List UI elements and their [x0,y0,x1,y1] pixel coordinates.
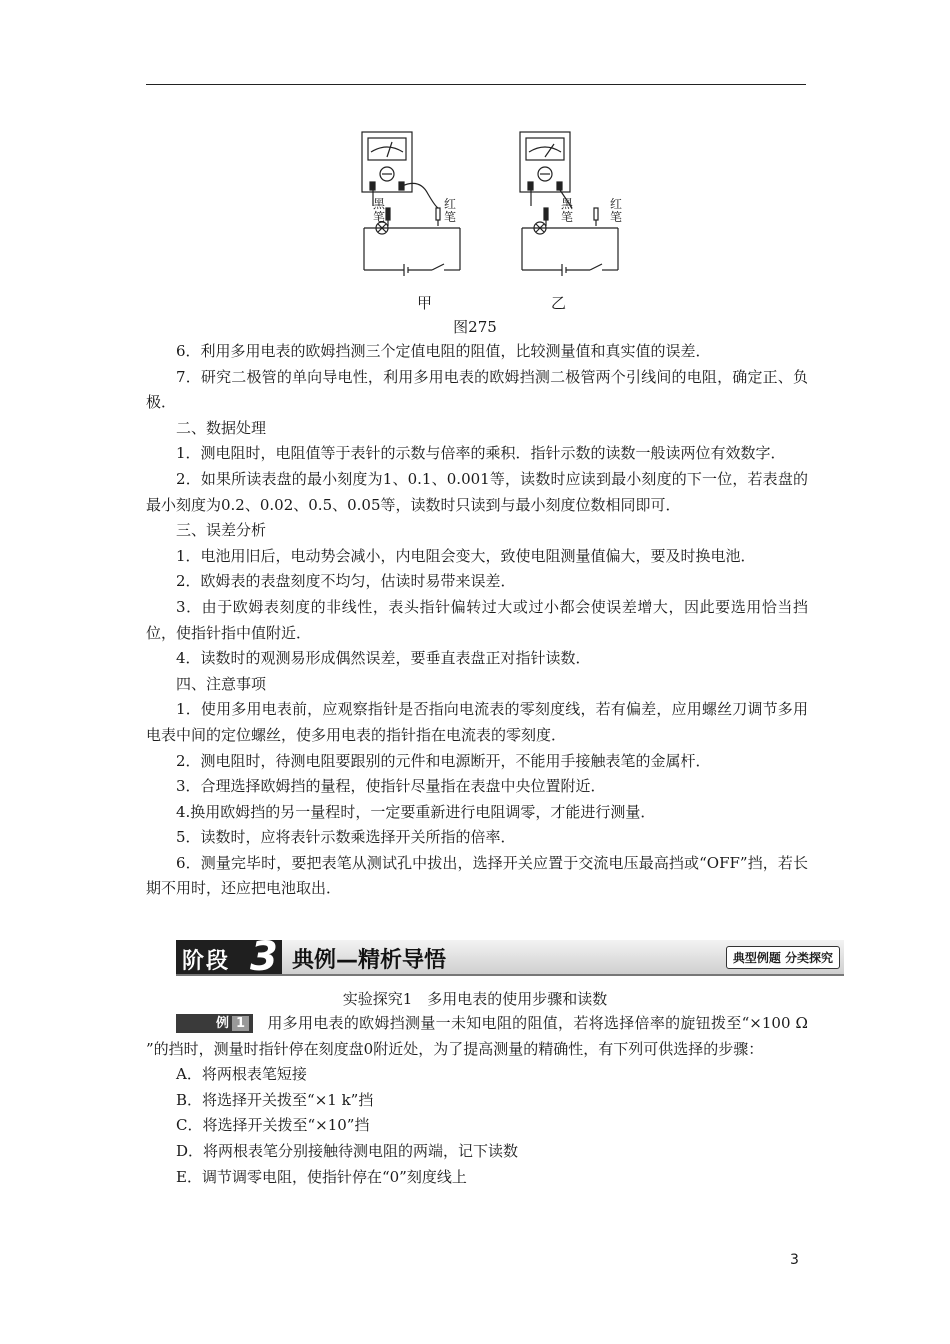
example-badge-label: 例 [216,1016,230,1031]
red-probe [594,208,598,220]
section-heading: 三、误差分析 [176,521,267,540]
option-item: C．将选择开关拨至“×10”挡 [176,1116,370,1135]
black-probe-label-right: 黑笔 [561,197,574,224]
option-item: A．将两根表笔短接 [176,1065,307,1084]
paragraph: 5．读数时，应将表针示数乘选择开关所指的倍率． [176,828,516,847]
black-probe [544,208,548,220]
example-text: 用多用电表的欧姆挡测量一未知电阻的阻值，若将选择倍率的旋钮拨至“×100 Ω ”的挡时，测量时指针停在刻度盘0附近处，为了提高测量的精确性，有下列可供选择的步骤： [146,1014,808,1058]
paragraph: 4.换用欧姆挡的另一量程时，一定要重新进行电阻调零，才能进行测量． [176,802,656,821]
banner-title: 典例—精析导悟 [292,948,447,973]
paragraph: 3．合理选择欧姆挡的量程，使指针尽量指在表盘中央位置附近． [176,777,606,796]
paragraph: 1．测电阻时，电阻值等于表针的示数与倍率的乘积．指针示数的读数一般读两位有效数字． [176,444,786,463]
dial-arc [529,147,561,152]
banner-tag: 典型例题 分类探究 [726,946,840,969]
inquiry-title: 实验探究1 多用电表的使用步骤和读数 [342,990,608,1008]
example-block [146,1011,808,1190]
stage-label: 阶段 [182,949,231,974]
body-text [146,339,808,902]
figure-label: 图275 [453,318,497,336]
paragraph: 2．欧姆表的表盘刻度不均匀，估读时易带来误差． [176,572,516,591]
paragraph: 6．利用多用电表的欧姆挡测三个定值电阻的阻值，比较测量值和真实值的误差． [176,342,711,360]
page-number: 3 [790,1252,799,1268]
paragraph: 4．读数时的观测易形成偶然误差，要垂直表盘正对指针读数． [176,649,591,668]
paragraph: 7．研究二极管的单向导电性，利用多用电表的欧姆挡测二极管两个引线间的电阻，确定正、负极． [146,367,808,412]
example-paragraph [146,1011,808,1062]
paragraph: 2．如果所读表盘的最小刻度为1、0.1、0.001等，读数时应读到最小刻度的下一位，若表盘的最小刻度为0.2、0.02、0.5、0.05等，读数时只读到与最小刻度位数相同即可． [146,469,808,514]
paragraph: 3．由于欧姆表刻度的非线性，表头指针偏转过大或过小都会使误差增大，因此要选用恰当挡位，使指针指中值附近． [146,597,808,642]
header-rule [146,84,806,85]
paragraph: 1．使用多用电表前，应观察指针是否指向电流表的零刻度线，若有偏差，应用螺丝刀调节多用电表中间的定位螺丝，使多用电表的指针指在电流表的零刻度． [146,700,808,744]
option-item: B．将选择开关拨至“×1 k”挡 [176,1090,374,1109]
option-item: E．调节调零电阻，使指针停在“0”刻度线上 [176,1167,467,1186]
stage-banner [176,934,844,980]
red-probe [436,208,440,220]
red-probe-label-left: 红笔 [444,197,457,224]
section-heading: 二、数据处理 [176,418,267,437]
black-probe-label-left: 黑笔 [373,197,386,224]
paragraph: 1．电池用旧后，电动势会减小，内电阻会变大，致使电阻测量值偏大，要及时换电池． [176,546,756,565]
example-badge-number: 1 [232,1016,249,1031]
dial-arc [371,147,403,152]
paragraph: 2．测电阻时，待测电阻要跟别的元件和电源断开，不能用手接触表笔的金属杆． [176,751,711,770]
needle [545,144,554,157]
needle [387,142,392,157]
figure-caption-left: 甲 [417,294,433,312]
paragraph: 6．测量完毕时，要把表笔从测试孔中拔出，选择开关应置于交流电压最高挡或“OFF”挡，若长期不用时，还应把电池取出． [146,853,808,898]
black-probe [386,208,390,220]
figure-caption-right: 乙 [551,294,567,312]
section-heading: 四、注意事项 [176,674,267,693]
stage-block [176,934,282,980]
option-item: D．将两根表笔分别接触待测电阻的两端，记下读数 [176,1141,519,1160]
red-probe-label-right: 红笔 [610,197,623,224]
example-badge [176,1014,253,1033]
stage-number: 3 [250,934,278,980]
